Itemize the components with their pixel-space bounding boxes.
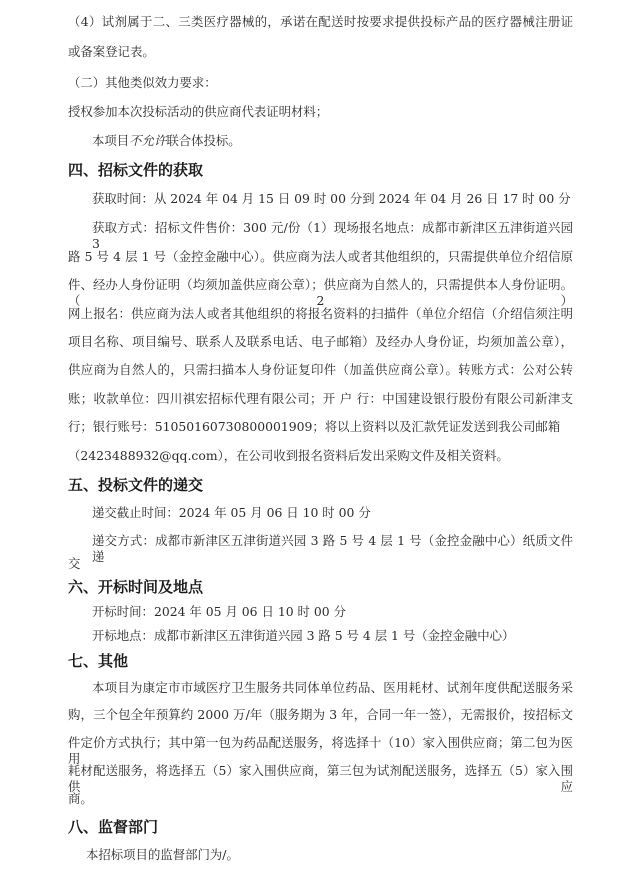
section-heading: 五、投标文件的递交 — [68, 476, 204, 494]
text-line: 商。 — [68, 791, 93, 806]
section-heading: 四、招标文件的获取 — [68, 161, 204, 179]
text-line: 开标地点：成都市新津区五津街道兴园 3 路 5 号 4 层 1 号（金控金融中心） — [92, 628, 515, 643]
text-line: （2423488932@qq.com），在公司收到报名资料后发出采购文件及相关资料。 — [68, 448, 509, 463]
text-line: 购，三个包全年预算约 2000 万/年（服务期为 3 年，合同一年一签），无需报价，按招标文 — [68, 707, 573, 722]
text-line: 授权参加本次投标活动的供应商代表证明材料； — [68, 104, 329, 119]
text-line: 交 — [68, 556, 81, 571]
text-line: 路 5 号 4 层 1 号（金控金融中心）。供应商为法人或者其他组织的，只需提供单位介绍信原 — [68, 249, 573, 264]
text-line: 件定价方式执行；其中第一包为药品配送服务，将选择十（10）家入围供应商；第二包为医用 — [68, 735, 573, 766]
text-line: 供应商为自然人的，只需扫描本人身份证复印件（加盖供应商公章）。转账方式：公对公转 — [68, 362, 573, 377]
text-line: 耗材配送服务，将选择五（5）家入围供应商，第三包为试剂配送服务，选择五（5）家入围供应 — [68, 763, 573, 794]
text-line: （4）试剂属于二、三类医疗器械的，承诺在配送时按要求提供投标产品的医疗器械注册证 — [68, 14, 573, 29]
emphasis-text: 不允许 — [129, 133, 167, 148]
text-line — [92, 133, 241, 149]
text-line: 账；收款单位：四川祺宏招标代理有限公司；开 户 行：中国建设银行股份有限公司新津支 — [68, 391, 573, 406]
section-heading: 七、其他 — [68, 652, 129, 670]
text-line: 本招标项目的监督部门为/。 — [86, 847, 239, 862]
text-line: 递交截止时间：2024 年 05 月 06 日 10 时 00 分 — [92, 505, 371, 520]
text-line: 递交方式：成都市新津区五津街道兴园 3 路 5 号 4 层 1 号（金控金融中心）纸质文件递 — [92, 533, 573, 564]
text-line: 网上报名：供应商为法人或者其他组织的将报名资料的扫描件（单位介绍信（介绍信须注明 — [68, 306, 573, 321]
text-line: 件、经办人身份证明（均须加盖供应商公章）；供应商为自然人的，只需提供本人身份证明。（2） — [68, 277, 573, 308]
text-span: 联合体投标。 — [166, 133, 241, 148]
text-line: 或备案登记表。 — [68, 44, 155, 59]
text-line: 项目名称、项目编号、联系人及联系电话、电子邮箱）及经办人身份证，均须加盖公章）， — [68, 334, 573, 349]
text-line: 获取时间：从 2024 年 04 月 15 日 09 时 00 分到 2024 年 04 月 26 日 17 时 00 分 — [92, 191, 571, 206]
text-line: 行；银行账号：51050160730800001909；将以上资料以及汇款凭证发送到我公司邮箱 — [68, 419, 561, 434]
text-line: 开标时间：2024 年 05 月 06 日 10 时 00 分 — [92, 604, 346, 619]
section-heading: 八、监督部门 — [68, 818, 159, 836]
text-line: 本项目为康定市市域医疗卫生服务共同体单位药品、医用耗材、试剂年度供配送服务采 — [92, 680, 573, 695]
text-span: 本项目 — [92, 133, 130, 148]
text-line: 获取方式：招标文件售价：300 元/份（1）现场报名地点：成都市新津区五津街道兴园 3 — [92, 220, 573, 251]
text-line: （二）其他类似效力要求： — [68, 75, 217, 90]
section-heading: 六、开标时间及地点 — [68, 578, 204, 596]
